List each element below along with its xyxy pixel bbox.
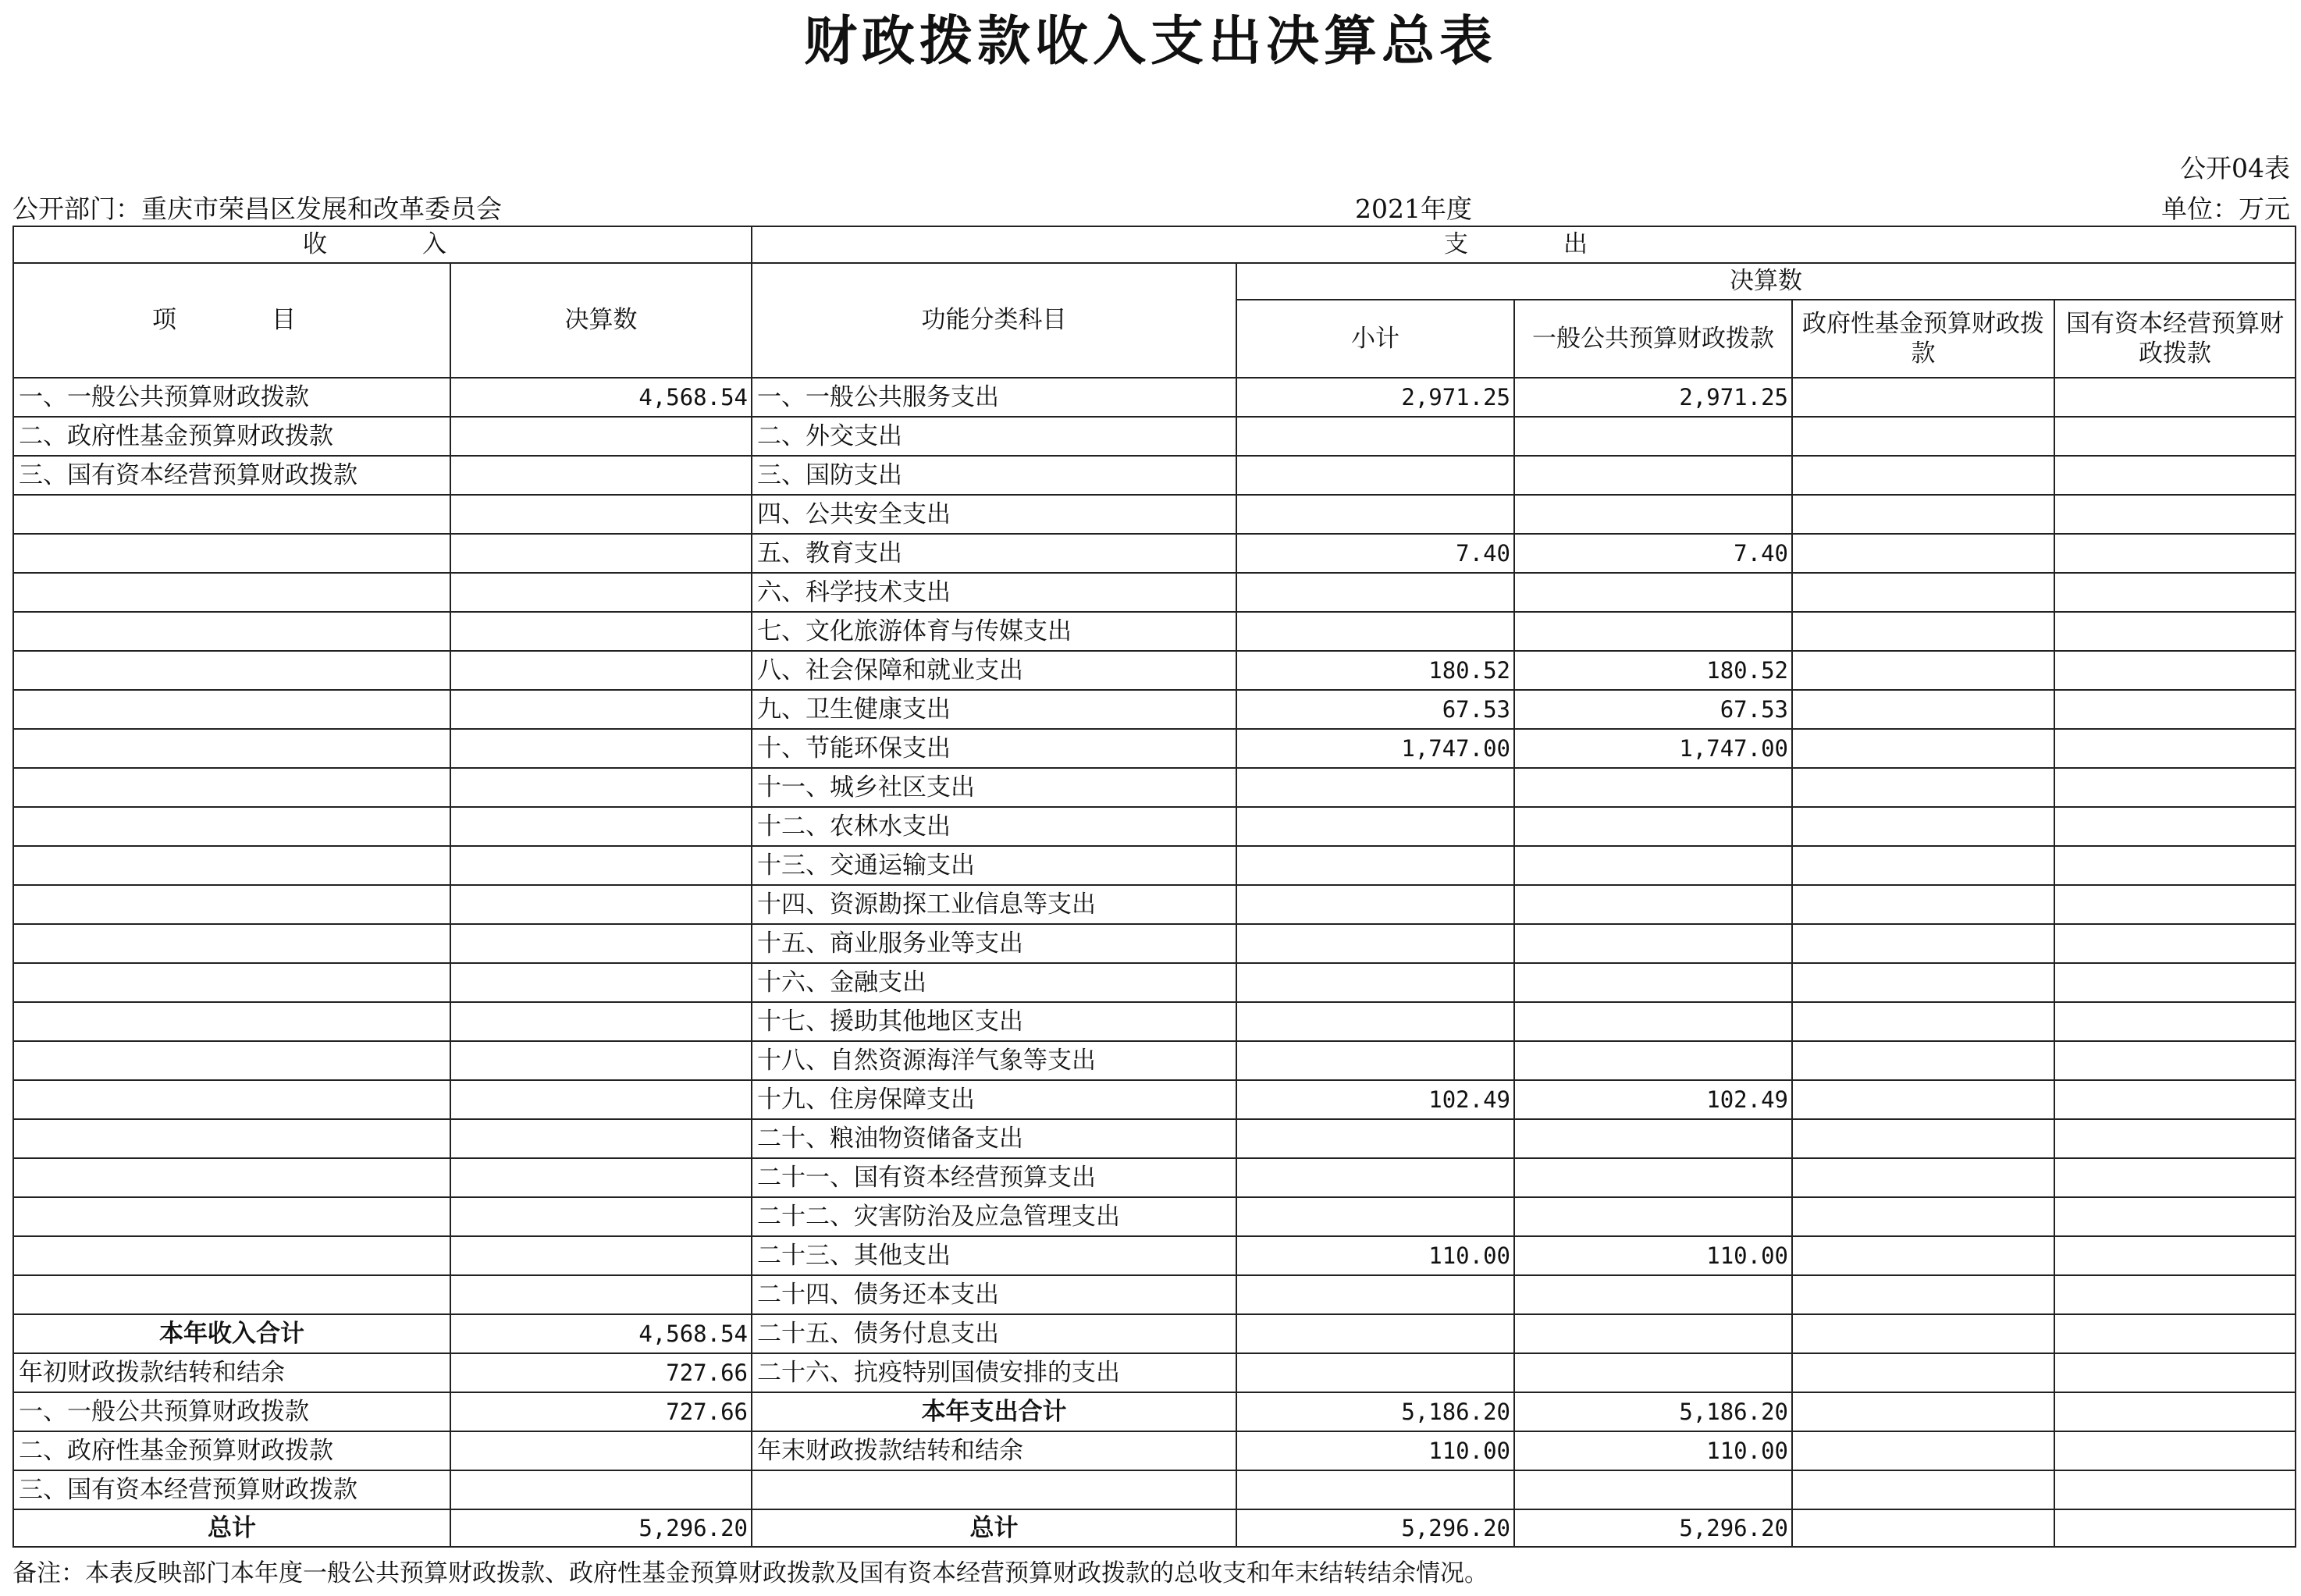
gov-fund-cell: [1792, 1158, 2054, 1197]
subtotal-cell: [1236, 1158, 1514, 1197]
income-amount-cell: [450, 885, 752, 924]
state-capital-cell: [2054, 924, 2296, 963]
gov-fund-cell: [1792, 729, 2054, 768]
table-row: [13, 456, 2296, 495]
subtotal-cell: [1236, 963, 1514, 1002]
state-capital-cell: [2054, 417, 2296, 456]
expense-item-cell: 二十六、抗疫特别国债安排的支出: [752, 1353, 1236, 1392]
income-amount-cell: [450, 495, 752, 534]
expense-item-cell: 十八、自然资源海洋气象等支出: [752, 1041, 1236, 1080]
income-item-cell: [13, 1197, 450, 1236]
table-row: [13, 495, 2296, 534]
gov-fund-cell: [1792, 495, 2054, 534]
gov-fund-cell: [1792, 651, 2054, 690]
table-row: [13, 1470, 2296, 1509]
table-row: [13, 1431, 2296, 1470]
gov-fund-header: 政府性基金预算财政拨款: [1792, 300, 2054, 378]
state-capital-cell: [2054, 1470, 2296, 1509]
subtotal-cell: [1236, 417, 1514, 456]
general-budget-cell: [1514, 1353, 1792, 1392]
table-row: [13, 378, 2296, 417]
general-budget-cell: 2,971.25: [1514, 378, 1792, 417]
state-capital-cell: [2054, 573, 2296, 612]
subtotal-cell: [1236, 807, 1514, 846]
general-budget-cell: [1514, 417, 1792, 456]
income-amount-cell: [450, 1080, 752, 1119]
income-item-cell: [13, 651, 450, 690]
table-row: [13, 690, 2296, 729]
subtotal-cell: 67.53: [1236, 690, 1514, 729]
state-capital-cell: [2054, 1002, 2296, 1041]
general-budget-cell: [1514, 924, 1792, 963]
gov-fund-cell: [1792, 1197, 2054, 1236]
expense-item-cell: 十、节能环保支出: [752, 729, 1236, 768]
general-budget-cell: [1514, 573, 1792, 612]
expense-item-cell: 二十一、国有资本经营预算支出: [752, 1158, 1236, 1197]
general-budget-cell: [1514, 495, 1792, 534]
state-capital-cell: [2054, 1314, 2296, 1353]
expense-item-cell: [752, 1470, 1236, 1509]
general-budget-cell: 5,186.20: [1514, 1392, 1792, 1431]
expense-item-cell: 二十三、其他支出: [752, 1236, 1236, 1275]
table-row: [13, 846, 2296, 885]
table-row: [13, 1002, 2296, 1041]
form-number: 公开04表: [2180, 153, 2290, 183]
income-amount-cell: [450, 690, 752, 729]
subtotal-cell: 5,296.20: [1236, 1509, 1514, 1547]
subtotal-cell: [1236, 846, 1514, 885]
page-title: 财政拨款收入支出决算总表: [803, 10, 1497, 73]
expense-item-cell: 三、国防支出: [752, 456, 1236, 495]
income-amount-cell: [450, 573, 752, 612]
subtotal-cell: [1236, 1002, 1514, 1041]
subtotal-cell: [1236, 885, 1514, 924]
general-budget-cell: [1514, 1314, 1792, 1353]
state-capital-cell: [2054, 1236, 2296, 1275]
subtotal-cell: [1236, 924, 1514, 963]
general-budget-cell: [1514, 1119, 1792, 1158]
fiscal-year: 2021年度: [1355, 194, 1472, 224]
income-amount-cell: [450, 417, 752, 456]
subtotal-cell: 1,747.00: [1236, 729, 1514, 768]
gov-fund-cell: [1792, 1080, 2054, 1119]
gov-fund-cell: [1792, 1509, 2054, 1547]
subtotal-cell: [1236, 612, 1514, 651]
state-capital-cell: [2054, 495, 2296, 534]
subtotal-cell: [1236, 573, 1514, 612]
subtotal-cell: 102.49: [1236, 1080, 1514, 1119]
state-capital-header: 国有资本经营预算财政拨款: [2054, 300, 2296, 378]
income-amount-cell: [450, 1197, 752, 1236]
income-item-cell: 二、政府性基金预算财政拨款: [13, 417, 450, 456]
subtotal-cell: [1236, 1470, 1514, 1509]
expense-header: 支 出: [752, 226, 2296, 263]
gov-fund-cell: [1792, 456, 2054, 495]
state-capital-cell: [2054, 534, 2296, 573]
income-item-cell: [13, 1275, 450, 1314]
income-amount-cell: [450, 1041, 752, 1080]
state-capital-cell: [2054, 807, 2296, 846]
income-amount-cell: [450, 651, 752, 690]
income-amount-cell: [450, 1275, 752, 1314]
income-item-cell: 总计: [13, 1509, 450, 1547]
state-capital-cell: [2054, 846, 2296, 885]
income-amount-cell: [450, 846, 752, 885]
expense-item-cell: 九、卫生健康支出: [752, 690, 1236, 729]
table-row: [13, 1314, 2296, 1353]
state-capital-cell: [2054, 1509, 2296, 1547]
expense-item-cell: 十一、城乡社区支出: [752, 768, 1236, 807]
subtotal-cell: 2,971.25: [1236, 378, 1514, 417]
income-item-cell: [13, 846, 450, 885]
general-budget-cell: 102.49: [1514, 1080, 1792, 1119]
expense-item-cell: 四、公共安全支出: [752, 495, 1236, 534]
income-amount-cell: [450, 456, 752, 495]
subtotal-cell: 5,186.20: [1236, 1392, 1514, 1431]
income-amount-cell: [450, 612, 752, 651]
state-capital-cell: [2054, 963, 2296, 1002]
general-budget-cell: [1514, 1041, 1792, 1080]
income-item-cell: 二、政府性基金预算财政拨款: [13, 1431, 450, 1470]
gov-fund-cell: [1792, 885, 2054, 924]
general-budget-cell: 5,296.20: [1514, 1509, 1792, 1547]
final-amount-header: 决算数: [1236, 263, 2296, 300]
subtotal-cell: [1236, 1119, 1514, 1158]
income-amount-cell: 727.66: [450, 1353, 752, 1392]
income-item-cell: [13, 495, 450, 534]
subtotal-cell: [1236, 1275, 1514, 1314]
state-capital-cell: [2054, 768, 2296, 807]
table-row: [13, 963, 2296, 1002]
general-budget-cell: [1514, 1002, 1792, 1041]
expense-item-cell: 一、一般公共服务支出: [752, 378, 1236, 417]
table-row: [13, 1236, 2296, 1275]
income-item-cell: 三、国有资本经营预算财政拨款: [13, 1470, 450, 1509]
state-capital-cell: [2054, 1041, 2296, 1080]
gov-fund-cell: [1792, 924, 2054, 963]
income-item-cell: 年初财政拨款结转和结余: [13, 1353, 450, 1392]
income-amount-cell: [450, 963, 752, 1002]
income-item-cell: [13, 573, 450, 612]
table-row: [13, 768, 2296, 807]
gov-fund-cell: [1792, 1431, 2054, 1470]
gov-fund-cell: [1792, 807, 2054, 846]
income-item-cell: 本年收入合计: [13, 1314, 450, 1353]
general-budget-cell: [1514, 456, 1792, 495]
expense-item-cell: 二、外交支出: [752, 417, 1236, 456]
state-capital-cell: [2054, 729, 2296, 768]
expense-item-cell: 二十二、灾害防治及应急管理支出: [752, 1197, 1236, 1236]
expense-item-cell: 二十、粮油物资储备支出: [752, 1119, 1236, 1158]
general-budget-cell: 67.53: [1514, 690, 1792, 729]
general-budget-cell: 7.40: [1514, 534, 1792, 573]
general-budget-cell: [1514, 963, 1792, 1002]
subtotal-cell: 7.40: [1236, 534, 1514, 573]
state-capital-cell: [2054, 378, 2296, 417]
income-item-cell: [13, 924, 450, 963]
income-amount-cell: [450, 1158, 752, 1197]
income-item-cell: [13, 768, 450, 807]
expense-item-cell: 八、社会保障和就业支出: [752, 651, 1236, 690]
general-budget-cell: 1,747.00: [1514, 729, 1792, 768]
income-amount-cell: 5,296.20: [450, 1509, 752, 1547]
func-category-header: 功能分类科目: [752, 263, 1236, 378]
general-budget-cell: [1514, 885, 1792, 924]
table-row: [13, 1080, 2296, 1119]
gov-fund-cell: [1792, 690, 2054, 729]
gov-fund-cell: [1792, 573, 2054, 612]
subtotal-cell: [1236, 1353, 1514, 1392]
department-label: 公开部门：重庆市荣昌区发展和改革委员会: [12, 194, 502, 224]
expense-item-cell: 十四、资源勘探工业信息等支出: [752, 885, 1236, 924]
general-budget-cell: [1514, 1197, 1792, 1236]
income-amount-cell: [450, 1119, 752, 1158]
general-budget-cell: 110.00: [1514, 1236, 1792, 1275]
table-row: [13, 1041, 2296, 1080]
gov-fund-cell: [1792, 768, 2054, 807]
income-amount-cell: 727.66: [450, 1392, 752, 1431]
state-capital-cell: [2054, 1197, 2296, 1236]
gov-fund-cell: [1792, 417, 2054, 456]
general-budget-cell: [1514, 807, 1792, 846]
income-amount-cell: [450, 807, 752, 846]
income-item-cell: [13, 963, 450, 1002]
income-amount-cell: 4,568.54: [450, 1314, 752, 1353]
expense-item-cell: 七、文化旅游体育与传媒支出: [752, 612, 1236, 651]
gov-fund-cell: [1792, 534, 2054, 573]
income-item-cell: [13, 1002, 450, 1041]
gov-fund-cell: [1792, 1002, 2054, 1041]
gov-fund-cell: [1792, 1119, 2054, 1158]
gov-fund-cell: [1792, 612, 2054, 651]
table-row: [13, 1509, 2296, 1547]
general-budget-cell: [1514, 1275, 1792, 1314]
income-item-cell: [13, 1158, 450, 1197]
income-amount-cell: [450, 924, 752, 963]
table-row: [13, 1119, 2296, 1158]
table-row: [13, 885, 2296, 924]
expense-item-cell: 十五、商业服务业等支出: [752, 924, 1236, 963]
income-amount-cell: [450, 1470, 752, 1509]
general-budget-cell: [1514, 612, 1792, 651]
state-capital-cell: [2054, 1080, 2296, 1119]
general-budget-cell: [1514, 1158, 1792, 1197]
item-header: 项 目: [13, 263, 450, 378]
income-item-cell: 三、国有资本经营预算财政拨款: [13, 456, 450, 495]
gov-fund-cell: [1792, 1392, 2054, 1431]
income-amount-cell: 4,568.54: [450, 378, 752, 417]
general-budget-header: 一般公共预算财政拨款: [1514, 300, 1792, 378]
state-capital-cell: [2054, 690, 2296, 729]
income-item-cell: [13, 690, 450, 729]
income-amount-cell: [450, 1431, 752, 1470]
expense-item-cell: 年末财政拨款结转和结余: [752, 1431, 1236, 1470]
gov-fund-cell: [1792, 963, 2054, 1002]
subtotal-cell: [1236, 1314, 1514, 1353]
gov-fund-cell: [1792, 1314, 2054, 1353]
income-item-cell: [13, 729, 450, 768]
income-item-cell: 一、一般公共预算财政拨款: [13, 378, 450, 417]
income-header: 收 入: [13, 226, 752, 263]
income-amount-cell: [450, 1002, 752, 1041]
subtotal-cell: 110.00: [1236, 1431, 1514, 1470]
table-row: [13, 417, 2296, 456]
table-row: [13, 612, 2296, 651]
state-capital-cell: [2054, 1158, 2296, 1197]
expense-item-cell: 十六、金融支出: [752, 963, 1236, 1002]
gov-fund-cell: [1792, 1470, 2054, 1509]
gov-fund-cell: [1792, 1041, 2054, 1080]
table-row: [13, 1197, 2296, 1236]
income-item-cell: [13, 1236, 450, 1275]
expense-item-cell: 五、教育支出: [752, 534, 1236, 573]
subtotal-cell: [1236, 1197, 1514, 1236]
state-capital-cell: [2054, 1431, 2296, 1470]
income-item-cell: [13, 1041, 450, 1080]
income-amount-cell: [450, 729, 752, 768]
table-row: [13, 1392, 2296, 1431]
subtotal-cell: 180.52: [1236, 651, 1514, 690]
expense-item-cell: 十二、农林水支出: [752, 807, 1236, 846]
footnote: 备注：本表反映部门本年度一般公共预算财政拨款、政府性基金预算财政拨款及国有资本经营预算财政拨款的总收支和年末结转结余情况。: [12, 1559, 1488, 1587]
income-item-cell: [13, 612, 450, 651]
table-row: [13, 807, 2296, 846]
state-capital-cell: [2054, 1353, 2296, 1392]
general-budget-cell: 180.52: [1514, 651, 1792, 690]
income-amount-cell: [450, 768, 752, 807]
table-row: [13, 729, 2296, 768]
table-row: [13, 1275, 2296, 1314]
expense-item-cell: 总计: [752, 1509, 1236, 1547]
table-row: [13, 573, 2296, 612]
income-item-cell: [13, 1080, 450, 1119]
gov-fund-cell: [1792, 378, 2054, 417]
state-capital-cell: [2054, 612, 2296, 651]
general-budget-cell: [1514, 1470, 1792, 1509]
table-row: [13, 651, 2296, 690]
state-capital-cell: [2054, 885, 2296, 924]
expense-item-cell: 十七、援助其他地区支出: [752, 1002, 1236, 1041]
state-capital-cell: [2054, 456, 2296, 495]
income-item-cell: [13, 1119, 450, 1158]
budget-table: [12, 226, 2296, 1548]
general-budget-cell: [1514, 768, 1792, 807]
gov-fund-cell: [1792, 1236, 2054, 1275]
income-amount-cell: [450, 1236, 752, 1275]
expense-item-cell: 十三、交通运输支出: [752, 846, 1236, 885]
table-row: [13, 924, 2296, 963]
general-budget-cell: 110.00: [1514, 1431, 1792, 1470]
subtotal-cell: [1236, 768, 1514, 807]
state-capital-cell: [2054, 651, 2296, 690]
unit-label: 单位：万元: [2161, 194, 2290, 224]
subtotal-header: 小计: [1236, 300, 1514, 378]
state-capital-cell: [2054, 1275, 2296, 1314]
table-row: [13, 1158, 2296, 1197]
income-item-cell: 一、一般公共预算财政拨款: [13, 1392, 450, 1431]
income-item-cell: [13, 885, 450, 924]
table-row: [13, 1353, 2296, 1392]
income-item-cell: [13, 534, 450, 573]
expense-item-cell: 二十四、债务还本支出: [752, 1275, 1236, 1314]
expense-item-cell: 本年支出合计: [752, 1392, 1236, 1431]
gov-fund-cell: [1792, 1353, 2054, 1392]
income-item-cell: [13, 807, 450, 846]
subtotal-cell: [1236, 456, 1514, 495]
subtotal-cell: [1236, 1041, 1514, 1080]
amount-header: 决算数: [450, 263, 752, 378]
general-budget-cell: [1514, 846, 1792, 885]
gov-fund-cell: [1792, 846, 2054, 885]
income-amount-cell: [450, 534, 752, 573]
state-capital-cell: [2054, 1392, 2296, 1431]
gov-fund-cell: [1792, 1275, 2054, 1314]
subtotal-cell: [1236, 495, 1514, 534]
state-capital-cell: [2054, 1119, 2296, 1158]
subtotal-cell: 110.00: [1236, 1236, 1514, 1275]
expense-item-cell: 六、科学技术支出: [752, 573, 1236, 612]
expense-item-cell: 十九、住房保障支出: [752, 1080, 1236, 1119]
table-row: [13, 534, 2296, 573]
expense-item-cell: 二十五、债务付息支出: [752, 1314, 1236, 1353]
